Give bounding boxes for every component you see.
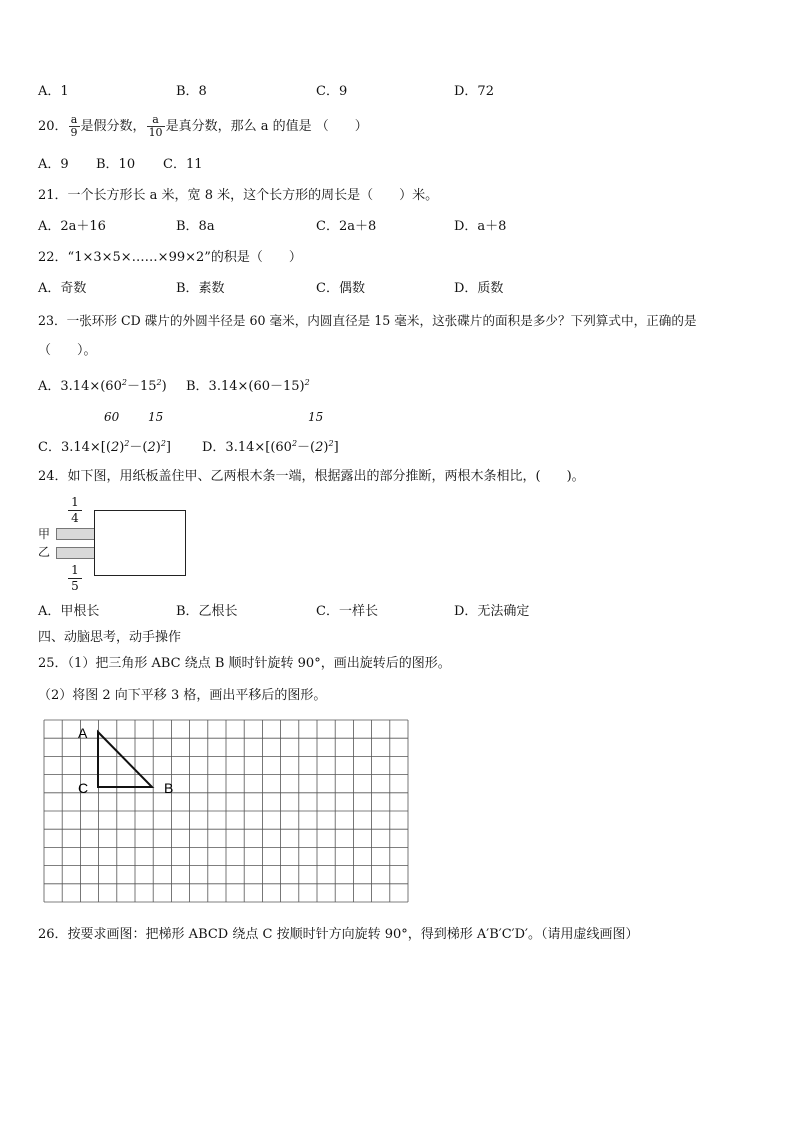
triangle-abc bbox=[98, 732, 152, 787]
q24-stick-jia bbox=[56, 528, 96, 540]
q23-c-prefix: C．3.14×[( bbox=[38, 440, 111, 455]
q20-frac2-den: 10 bbox=[148, 126, 163, 139]
q24-figure bbox=[36, 495, 196, 595]
q23-question-line2: （ ）。 bbox=[38, 343, 97, 358]
q24-frac-top-num: 1 bbox=[71, 495, 79, 509]
q21-option-a: A．2a＋16 bbox=[38, 219, 106, 234]
q22-option-b: B．素数 bbox=[176, 281, 225, 296]
q23-option-b bbox=[186, 375, 310, 395]
q24-option-b: B．乙根长 bbox=[176, 604, 238, 619]
q23-option-a bbox=[38, 375, 167, 395]
q19-option-a: A．1 bbox=[38, 84, 69, 99]
point-a-label: A bbox=[78, 725, 88, 741]
q23-c-end: ) bbox=[155, 440, 161, 455]
q20-number: 20． bbox=[38, 119, 68, 134]
q23-c-mid: ) bbox=[119, 440, 125, 455]
q25-grid-figure bbox=[40, 718, 416, 908]
q20-mid-text: 是假分数， bbox=[80, 119, 146, 134]
q24-option-c: C．一样长 bbox=[316, 604, 378, 619]
q20-frac2-num: a bbox=[147, 114, 165, 127]
q23-a-mid: －15 bbox=[126, 379, 157, 394]
q21-option-c: C．2a＋8 bbox=[316, 219, 377, 234]
q23-option-c bbox=[38, 436, 171, 456]
q23-d-den: 2 bbox=[315, 440, 324, 455]
q23-d-end: ) bbox=[323, 440, 329, 455]
q24-label-yi: 乙 bbox=[38, 545, 51, 559]
q20-tail-text: 是真分数，那么 a 的值是 （ ） bbox=[165, 119, 368, 134]
q23-a-text: A．3.14×(60 bbox=[38, 379, 122, 394]
point-c-label: C bbox=[78, 780, 89, 796]
q19-option-c: C．9 bbox=[316, 84, 348, 99]
q25-line2: （2）将图 2 向下平移 3 格，画出平移后的图形。 bbox=[38, 688, 327, 703]
q22-option-a: A．奇数 bbox=[38, 281, 87, 296]
section4-title: 四、动脑思考，动手操作 bbox=[38, 630, 182, 645]
point-b-label: B bbox=[164, 780, 174, 796]
q23-d-num: 15 bbox=[308, 410, 324, 424]
q22-option-d: D．质数 bbox=[454, 281, 504, 296]
q24-frac-top-den: 4 bbox=[71, 511, 79, 525]
q26-question: 26．按要求画图：把梯形 ABCD 绕点 C 按顺时针方向旋转 90°，得到梯形 A′B′C′D′。（请用虚线画图） bbox=[38, 927, 639, 942]
q23-c-sup2: 2 bbox=[160, 439, 166, 448]
q21-option-b: B．8a bbox=[176, 219, 215, 234]
q23-d-minus: －( bbox=[297, 440, 316, 455]
q19-option-d: D．72 bbox=[454, 84, 494, 99]
q23-a-end: ) bbox=[161, 379, 167, 394]
q23-a-sup2: 2 bbox=[156, 378, 162, 387]
q23-a-sup1: 2 bbox=[121, 378, 127, 387]
q24-frac-bot-num: 1 bbox=[71, 563, 79, 577]
q24-cardboard bbox=[94, 510, 186, 576]
q20-fraction-a-over-9 bbox=[69, 114, 80, 139]
q22-question: 22．“1×3×5×……×99×2”的积是（ ） bbox=[38, 250, 302, 265]
q23-option-d bbox=[202, 436, 339, 456]
q20-option-a: A．9 bbox=[38, 157, 69, 172]
q24-option-a: A．甲根长 bbox=[38, 604, 100, 619]
q24-frac-bot-den: 5 bbox=[71, 579, 79, 593]
q23-b-text: B．3.14×(60－15) bbox=[186, 379, 305, 394]
q25-line1: 25．（1）把三角形 ABC 绕点 B 顺时针旋转 90°，画出旋转后的图形。 bbox=[38, 656, 451, 671]
q24-stick-yi bbox=[56, 547, 96, 559]
q23-d-prefix: D．3.14×[(60 bbox=[202, 440, 292, 455]
q23-d-close: ] bbox=[333, 440, 339, 455]
q23-question-line1: 23．一张环形 CD 碟片的外圆半径是 60 毫米，内圆直径是 15 毫米，这张碟片的面积是多少？下列算式中，正确的是 bbox=[38, 313, 697, 328]
q24-label-jia: 甲 bbox=[38, 527, 51, 541]
q20-frac1-den: 9 bbox=[70, 126, 78, 139]
q21-question: 21．一个长方形长 a 米，宽 8 米，这个长方形的周长是（ ）米。 bbox=[38, 188, 439, 203]
q23-c-den2: 2 bbox=[147, 440, 156, 455]
q23-d-sup2: 2 bbox=[328, 439, 334, 448]
q19-option-b: B．8 bbox=[176, 84, 207, 99]
q20-question bbox=[38, 112, 368, 142]
q23-c-sup1: 2 bbox=[124, 439, 130, 448]
q20-option-c: C．11 bbox=[163, 157, 203, 172]
q24-question: 24．如下图，用纸板盖住甲、乙两根木条一端，根据露出的部分推断，两根木条相比，( )。 bbox=[38, 469, 585, 484]
q23-c-minus: －( bbox=[129, 440, 148, 455]
q20-fraction-a-over-10 bbox=[147, 114, 165, 139]
q23-b-sup: 2 bbox=[304, 378, 310, 387]
q23-c-num2: 15 bbox=[148, 410, 164, 424]
q23-c-den1: 2 bbox=[110, 440, 120, 455]
q23-c-close: ] bbox=[165, 440, 171, 455]
q23-d-sup1: 2 bbox=[291, 439, 298, 448]
q22-option-c: C．偶数 bbox=[316, 281, 365, 296]
q20-option-b: B．10 bbox=[96, 157, 136, 172]
q20-frac1-num: a bbox=[69, 114, 80, 127]
q23-c-num1: 60 bbox=[104, 410, 120, 424]
q21-option-d: D．a＋8 bbox=[454, 219, 507, 234]
q24-option-d: D．无法确定 bbox=[454, 604, 530, 619]
